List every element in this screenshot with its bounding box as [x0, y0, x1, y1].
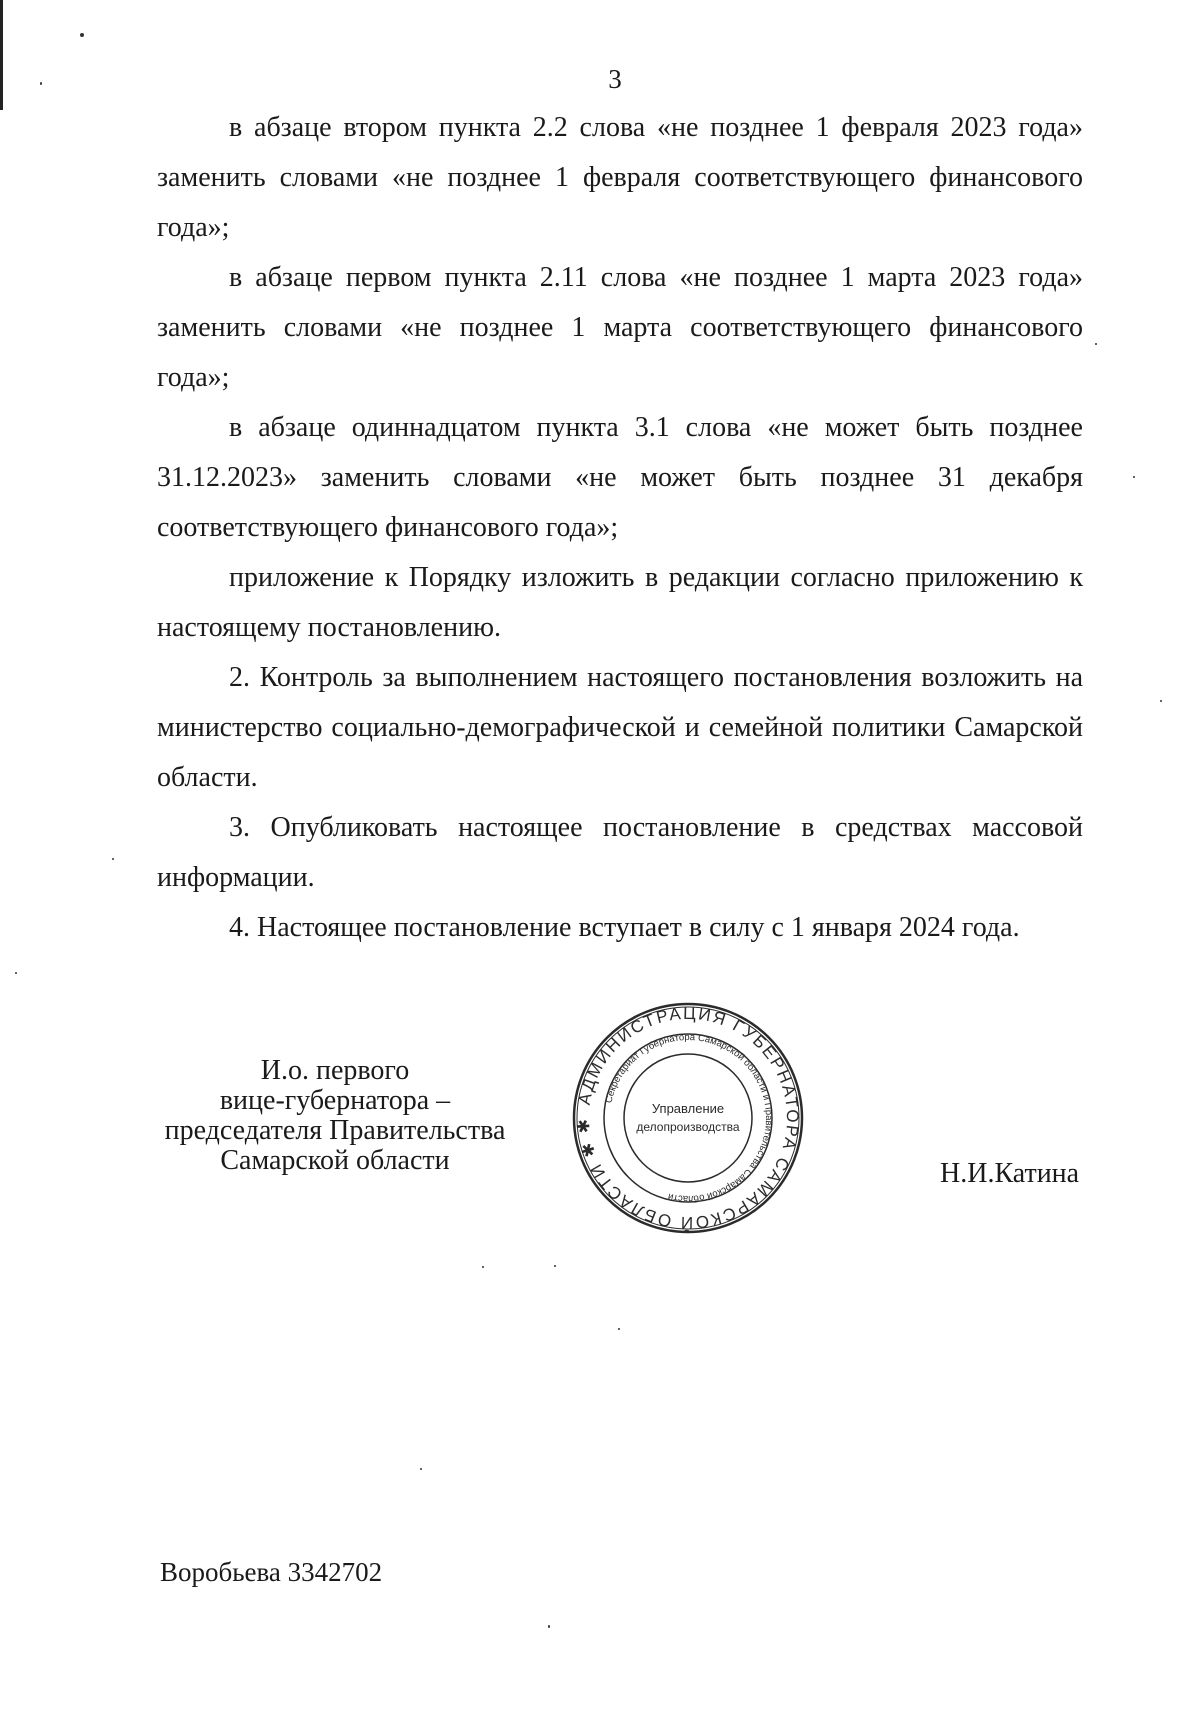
paragraph-amend-2-2: в абзаце втором пункта 2.2 слова «не позднее 1 февраля 2023 года» заменить словами «не позднее 1 февраля соответствующего финансового года»;	[157, 112, 1083, 243]
document-body	[157, 103, 1083, 953]
paragraph-effective-date: 4. Настоящее постановление вступает в силу с 1 января 2024 года.	[229, 912, 1020, 943]
scan-speck	[482, 1266, 484, 1268]
scan-speck	[548, 1625, 550, 1628]
page-number: 3	[608, 64, 622, 94]
scan-speck	[420, 1468, 422, 1470]
scan-speck	[1133, 476, 1135, 478]
stamp-center-line-1: Управление	[651, 1101, 725, 1116]
scan-speck	[1095, 343, 1097, 345]
scan-speck	[80, 33, 84, 37]
official-stamp	[570, 1000, 806, 1236]
scan-speck	[618, 1328, 620, 1330]
scan-speck	[1160, 700, 1162, 702]
paragraph-publish: 3. Опубликовать настоящее постановление в средствах массовой информации.	[157, 812, 1083, 893]
scan-speck	[15, 972, 17, 974]
scan-speck	[554, 1265, 556, 1267]
signatory-position-line: председателя Правительства	[164, 1115, 506, 1146]
paragraph-amend-2-11: в абзаце первом пункта 2.11 слова «не позднее 1 марта 2023 года» заменить словами «не позднее 1 марта соответствующего финансового года»;	[157, 262, 1083, 393]
stamp-outer-text: АДМИНИСТРАЦИЯ ГУБЕРНАТОРА САМАРСКОЙ ОБЛАСТИ ✱ ✱	[573, 1003, 803, 1233]
executor-contact: Воробьева 3342702	[160, 1557, 383, 1587]
paragraph-appendix: приложение к Порядку изложить в редакции согласно приложению к настоящему постановлению.	[157, 562, 1083, 643]
signatory-position-line: И.о. первого	[260, 1055, 410, 1086]
stamp-center-line-2: делопроизводства	[636, 1120, 740, 1134]
signatory-position-line: вице-губернатора –	[219, 1085, 451, 1116]
scan-speck	[40, 82, 42, 85]
signatory-position	[150, 1056, 520, 1176]
paragraph-control: 2. Контроль за выполнением настоящего постановления возложить на министерство социально-демографической и семейной политики Самарской области.	[157, 662, 1083, 793]
scan-speck	[112, 858, 114, 860]
signatory-name: Н.И.Катина	[940, 1158, 1080, 1189]
paragraph-amend-3-1: в абзаце одиннадцатом пункта 3.1 слова «не может быть позднее 31.12.2023» заменить словами «не может быть позднее 31 декабря соответствующего финансового года»;	[157, 412, 1083, 543]
signatory-position-line: Самарской области	[220, 1145, 450, 1176]
stamp-seal-icon	[570, 1000, 806, 1236]
stamp-inner-text: Секретариат Губернатора Самарской области и Правительства Самарской области	[603, 1031, 775, 1205]
